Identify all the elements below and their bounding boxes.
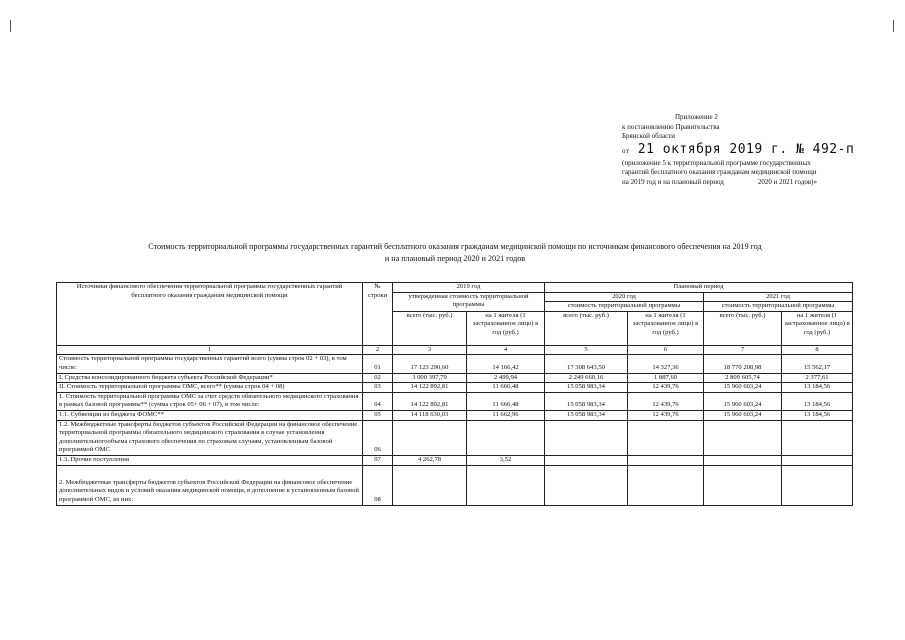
row-2020-per-capita: 12 439,76 [628,410,704,420]
row-2019-per-capita: 11 662,96 [467,410,545,420]
appendix-note-line-3 [622,178,854,188]
column-number: 4 [467,345,545,355]
row-2020-per-capita [628,420,704,455]
row-2020-total: 17 308 643,50 [545,355,628,373]
row-2019-total [393,465,467,505]
header-total-2019: всего (тыс. руб.) [393,311,467,345]
row-2021-total [704,420,782,455]
header-per-capita-2021: на 1 жителя (1 застрахованное лицо) в год (руб.) [782,311,853,345]
header-per-capita-2020: на 1 жителя (1 застрахованное лицо) в год (руб.) [628,311,704,345]
row-2021-per-capita: 15 562,17 [782,355,853,373]
decree-date-number [622,142,854,159]
row-line-number: 04 [363,392,393,410]
row-2019-per-capita: 2 499,94 [467,373,545,383]
row-2019-per-capita: 14 166,42 [467,355,545,373]
row-2020-total: 15 058 983,34 [545,392,628,410]
row-source: II. Стоимость территориальной программы ОМС, всего** (сумма строк 04 + 08) [57,383,363,393]
table-row [57,373,853,383]
row-line-number: 08 [363,465,393,505]
row-2020-total [545,455,628,465]
row-line-number: 07 [363,455,393,465]
header-row-1 [57,283,853,293]
row-source: 1.3. Прочие поступления [57,455,363,465]
row-2021-per-capita [782,420,853,455]
row-2020-total: 2 249 660,16 [545,373,628,383]
row-2021-per-capita: 13 184,56 [782,392,853,410]
row-2019-per-capita: 11 666,48 [467,383,545,393]
column-number: 8 [782,345,853,355]
row-source: 1. Стоимость территориальной программы ОМС за счет средств обязательного медицинского страхования в рамках базовой программы** (сумма строк 05+ 06 + 07), в том числе: [57,392,363,410]
header-cost-2020: стоимость территориальной программы [545,302,704,312]
column-number: 6 [628,345,704,355]
row-source: I. Средства консолидированного бюджета субъекта Российской Федерации* [57,373,363,383]
header-per-capita-2019: на 1 жителя (1 застрахованное лицо) в год (руб.) [467,311,545,345]
header-year-2019: 2019 год [393,283,545,293]
row-2019-total: 4 262,78 [393,455,467,465]
row-2020-per-capita: 14 327,36 [628,355,704,373]
appendix-title: Приложение 2 [675,113,718,121]
appendix-block [622,113,854,188]
row-2021-total: 15 960 603,24 [704,383,782,393]
decree-main: 21 октября 2019 г. № 492-п [637,141,855,157]
row-2020-per-capita: 1 887,60 [628,373,704,383]
row-2020-per-capita [628,455,704,465]
row-2021-per-capita [782,455,853,465]
header-cost-2021: стоимость территориальной программы [704,302,853,312]
row-line-number: 06 [363,420,393,455]
header-source: Источники финансового обеспечения территориальной программы государственных гарантий бесплатного оказания гражданам медицинской помощи [57,283,363,346]
row-2020-total [545,420,628,455]
appendix-resolution-line: к постановлению Правительства [622,122,720,131]
table-row [57,355,853,373]
column-number: 3 [393,345,467,355]
appendix-note-line-3a: на 2019 год и на плановый период [622,177,724,186]
appendix-note-line-2: гарантий бесплатного оказания гражданам медицинской помощи [622,168,817,177]
row-source: 1.2. Межбюджетные трансферты бюджетов субъектов Российской Федерации на финансовое обеспечение территориальной программы обязательного медицинского страхования в случае установления дополнительногообъема страхового обеспечения по страховым случаям, установленным базовой программой ОМС [57,420,363,455]
appendix-note-line-3b: 2020 и 2021 годов)» [757,177,818,186]
row-2021-total: 15 960 603,24 [704,410,782,420]
row-2021-per-capita [782,465,853,505]
table-row [57,465,853,505]
table-row [57,420,853,455]
scan-edge-mark-right [893,20,894,32]
document-title [60,241,850,265]
row-2019-per-capita: 3,52 [467,455,545,465]
row-2019-total [393,420,467,455]
row-2021-total: 15 960 603,24 [704,392,782,410]
row-2020-total [545,465,628,505]
header-total-2020: всего (тыс. руб.) [545,311,628,345]
financing-table [56,282,853,506]
appendix-note-line-1: (приложение 5 к территориальной программе государственных [622,158,811,167]
header-year-2020: 2020 год [545,292,704,302]
row-2019-per-capita: 11 666,48 [467,392,545,410]
row-source: 2. Межбюджетные трансферты бюджетов субъектов Российской Федерации на финансовое обеспечение дополнительных видов и условий оказания медицинской помощи, в дополнение к установленным базовой программой ОМС, из них: [57,465,363,505]
row-2021-per-capita: 13 184,56 [782,410,853,420]
row-2019-total: 14 122 892,81 [393,383,467,393]
row-2021-total [704,455,782,465]
row-2019-total: 14 118 630,03 [393,410,467,420]
row-line-number: 01 [363,355,393,373]
column-number: 1 [57,345,363,355]
row-2020-total: 15 058 983,34 [545,383,628,393]
row-source: 1.1. Субвенции из бюджета ФОМС** [57,410,363,420]
header-planned-period: Плановый период [545,283,853,293]
table-row [57,383,853,393]
row-line-number: 05 [363,410,393,420]
decree-prefix: от [622,146,630,155]
column-number: 7 [704,345,782,355]
row-2019-total: 14 122 892,81 [393,392,467,410]
header-total-2021: всего (тыс. руб.) [704,311,782,345]
row-2019-total: 3 000 397,79 [393,373,467,383]
row-2021-total: 2 809 605,74 [704,373,782,383]
row-source: Стоимость территориальной программы государственных гарантий всего (сумма строк 02 + 03), в том числе: [57,355,363,373]
row-2021-total: 18 770 208,98 [704,355,782,373]
row-2020-total: 15 058 983,34 [545,410,628,420]
row-line-number: 02 [363,373,393,383]
row-2020-per-capita: 12 439,76 [628,383,704,393]
row-line-number: 03 [363,383,393,393]
row-2021-per-capita: 13 184,56 [782,383,853,393]
table-row [57,410,853,420]
header-year-2021: 2021 год [704,292,853,302]
appendix-region-line: Брянской области [622,132,676,141]
row-2021-per-capita: 2 377,61 [782,373,853,383]
row-2019-total: 17 123 290,60 [393,355,467,373]
table-row [57,455,853,465]
column-number: 5 [545,345,628,355]
row-2019-per-capita [467,420,545,455]
row-2020-per-capita [628,465,704,505]
column-number: 2 [363,345,393,355]
document-title-line-1: Стоимость территориальной программы государственных гарантий бесплатного оказания гражданам медицинской помощи по источникам финансового обеспечения на 2019 год [148,242,762,251]
row-2019-per-capita [467,465,545,505]
header-approved-cost: утвержденная стоимость территориальной программы [393,292,545,311]
scan-edge-mark-left [10,20,11,32]
row-2020-per-capita: 12 439,76 [628,392,704,410]
column-number-row [57,345,853,355]
document-title-line-2: и на плановый период 2020 и 2021 годов [384,254,526,263]
header-line-number: № строки [363,283,393,346]
table-row [57,392,853,410]
row-2021-total [704,465,782,505]
